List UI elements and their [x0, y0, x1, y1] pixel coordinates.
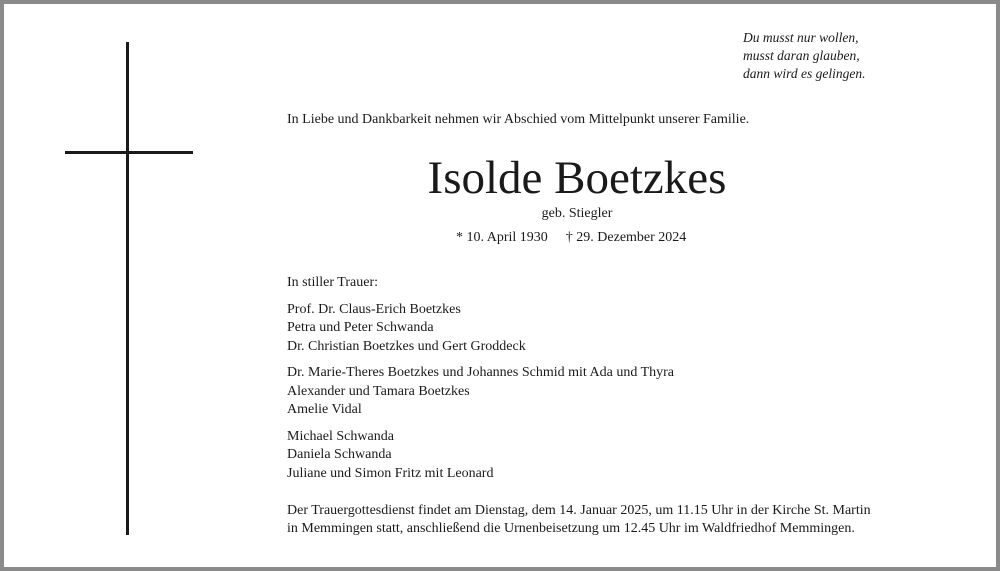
service-line: Der Trauergottesdienst findet am Dienstag, dem 14. Januar 2025, um 11.15 Uhr in der Kirche St. Martin	[287, 503, 871, 518]
mourner-group	[287, 428, 674, 484]
death-date: † 29. Dezember 2024	[565, 230, 687, 245]
mourner-name: Alexander und Tamara Boetzkes	[287, 383, 470, 399]
cross-icon-crossbar	[65, 151, 193, 154]
service-line: in Memmingen statt, anschließend die Urnenbeisetzung um 12.45 Uhr im Waldfriedhof Memmingen.	[287, 521, 855, 536]
mourner-name: Juliane und Simon Fritz mit Leonard	[287, 465, 494, 481]
cross-icon	[126, 42, 129, 535]
birth-date: * 10. April 1930	[456, 230, 548, 245]
mourner-group	[287, 301, 674, 357]
mourner-name: Amelie Vidal	[287, 402, 362, 417]
mourners-list	[287, 274, 674, 491]
service-info	[287, 502, 871, 538]
mourner-name: Michael Schwanda	[287, 428, 394, 444]
life-dates	[456, 229, 686, 247]
mourner-name: Prof. Dr. Claus-Erich Boetzkes	[287, 301, 461, 317]
mourner-name: Daniela Schwanda	[287, 447, 392, 462]
mourners-heading: In stiller Trauer:	[287, 275, 378, 290]
mourner-group	[287, 364, 674, 420]
mourner-name: Dr. Christian Boetzkes und Gert Groddeck	[287, 338, 526, 354]
mourner-name: Dr. Marie-Theres Boetzkes und Johannes Schmid mit Ada und Thyra	[287, 365, 674, 380]
motto-line: Du musst nur wollen,	[743, 30, 859, 45]
mourner-name: Petra und Peter Schwanda	[287, 320, 434, 335]
deceased-name: Isolde Boetzkes	[427, 152, 727, 204]
motto-line: dann wird es gelingen.	[743, 66, 866, 81]
motto-line: musst daran glauben,	[743, 48, 860, 63]
intro-text: In Liebe und Dankbarkeit nehmen wir Abschied vom Mittelpunkt unserer Familie.	[287, 112, 750, 127]
maiden-name: geb. Stiegler	[541, 206, 613, 221]
motto	[743, 29, 866, 83]
